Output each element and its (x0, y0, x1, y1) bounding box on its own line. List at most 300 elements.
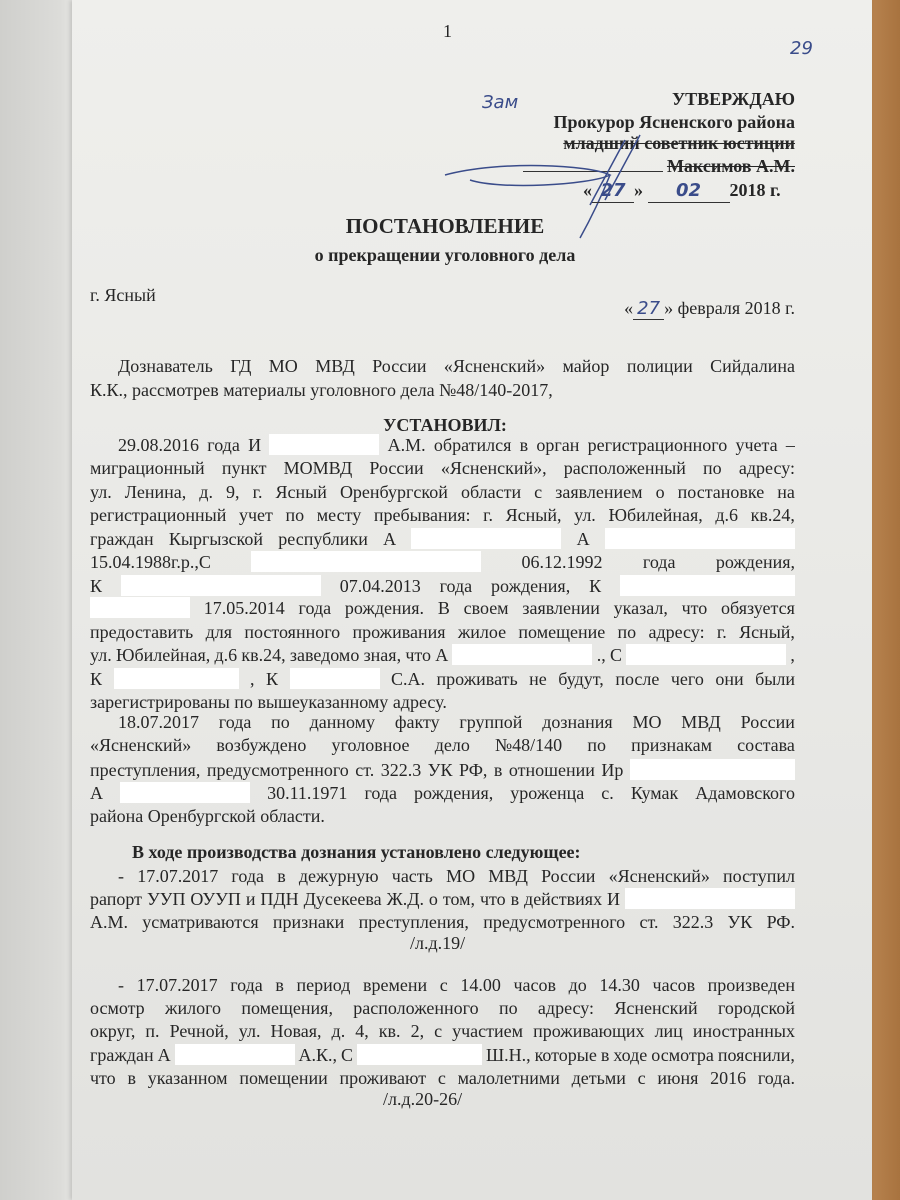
word: месту (316, 505, 362, 525)
word: 07.04.2013 (339, 576, 421, 596)
word: России (541, 866, 596, 886)
word: года (207, 435, 240, 455)
word: года (218, 712, 252, 732)
handwritten-day: 27 (600, 180, 626, 201)
word: расположенный (563, 458, 686, 478)
word: д. (199, 482, 213, 502)
word: РФ. (766, 912, 795, 932)
word: что (681, 598, 708, 618)
word: 322.3 (380, 760, 422, 780)
word: зарегистрированы (90, 692, 235, 712)
word: ул. (574, 505, 596, 525)
place: г. Ясный (90, 285, 156, 305)
text-line (90, 575, 795, 597)
word: 06.12.1992 (521, 552, 603, 572)
word: п. (145, 1021, 160, 1041)
word: д.6 (715, 505, 739, 525)
word: орган (536, 435, 580, 455)
word: указал, (613, 598, 668, 618)
word: ул. (90, 645, 112, 665)
redaction (452, 644, 592, 665)
word: регистрационного (587, 435, 728, 455)
word: предусмотренного (483, 912, 626, 932)
word: по (617, 622, 637, 642)
redaction (630, 759, 795, 780)
word: по (271, 712, 290, 732)
word: в (277, 866, 286, 886)
inquiry-heading: В ходе производства дознания установлено следующее: (132, 842, 581, 862)
word: А.М. (90, 912, 129, 932)
word: МО (632, 712, 662, 732)
word: МВД (315, 356, 355, 376)
word: ул. (238, 1021, 261, 1041)
word: ст. (639, 912, 659, 932)
word: МО (446, 866, 476, 886)
word: времени (363, 975, 428, 995)
page-number: 1 (443, 21, 452, 41)
word: кв.24, (750, 505, 795, 525)
word: что (405, 645, 431, 665)
word: пояснили, (717, 1045, 795, 1065)
text-line (90, 504, 795, 526)
text-line (90, 379, 795, 401)
redaction (411, 528, 561, 549)
word: 14.00 (460, 975, 501, 995)
word: ходе (613, 1045, 648, 1065)
word: года (298, 598, 332, 618)
word: С (609, 645, 622, 665)
word: К (589, 576, 602, 596)
handwritten-deputy: Зам (482, 92, 519, 113)
word: с (637, 1068, 646, 1088)
word: малолетними (457, 1068, 560, 1088)
word: Ленина, (124, 482, 187, 502)
word: 17.05.2014 (203, 598, 285, 618)
text-line (118, 865, 795, 887)
word: указанном (147, 1068, 228, 1088)
word: А (90, 783, 103, 803)
word: с (437, 1068, 446, 1088)
word: детьми (571, 1068, 626, 1088)
word: дела (400, 380, 440, 400)
word: адресу: (537, 998, 595, 1018)
word: на (777, 482, 795, 502)
word: республики (278, 529, 368, 549)
word: преступления, (90, 760, 201, 780)
word: Юбилейная, (115, 645, 211, 665)
word: поступил (723, 866, 795, 886)
word: д.6 (214, 645, 238, 665)
quote-open: « (624, 298, 634, 318)
word: 17.07.2017 (136, 975, 218, 995)
word: г. (716, 622, 727, 642)
word: вышеуказанному (257, 692, 393, 712)
word: УУП (146, 889, 186, 909)
word: в (519, 435, 529, 455)
word: ., (596, 645, 606, 665)
word: майор (562, 356, 610, 376)
word: и (245, 889, 256, 909)
text-line (90, 551, 795, 573)
text-line (90, 597, 795, 619)
text-line (90, 1044, 795, 1066)
date-rest: » февраля 2018 г. (664, 298, 795, 318)
redaction (605, 528, 795, 549)
word: отношении (508, 760, 595, 780)
word: «Ясненский» (90, 735, 192, 755)
word: рождения, (491, 576, 571, 596)
redaction (357, 1044, 482, 1065)
word: рождения, (715, 552, 795, 572)
word: проживать (436, 669, 518, 689)
word: проживания (352, 622, 446, 642)
word: признаки (272, 912, 345, 932)
word: 2016 (710, 1068, 747, 1088)
word: Юбилейная, (608, 505, 703, 525)
word: России (740, 712, 795, 732)
word: рождения. (344, 598, 425, 618)
text-line (90, 528, 795, 550)
word: миграционный (90, 458, 205, 478)
word: - (118, 975, 124, 995)
word: чего (670, 669, 704, 689)
word: адресу. (392, 692, 447, 712)
document-date (624, 297, 795, 320)
word: УК (427, 760, 453, 780)
word: 29.08.2016 (118, 435, 199, 455)
word: К (90, 669, 103, 689)
text-line (90, 457, 795, 479)
word: по (703, 458, 722, 478)
word: Ж.Д. (386, 889, 424, 909)
word: А (435, 645, 449, 665)
handwritten-date-day: 27 (633, 298, 664, 320)
word: возбуждено (216, 735, 307, 755)
word: Новая, (270, 1021, 322, 1041)
word: А (576, 529, 590, 549)
word: ул. (90, 482, 112, 502)
word: К.К., (90, 380, 133, 400)
word: которые (534, 1045, 597, 1065)
word: пребывания: (373, 505, 471, 525)
word: 30.11.1971 (267, 783, 348, 803)
word: заявлением (555, 482, 643, 502)
redaction (251, 551, 481, 572)
word: предоставить (90, 622, 194, 642)
word: учет (238, 505, 273, 525)
word: ОУУП (190, 889, 241, 909)
word: жилого (165, 998, 222, 1018)
word: ПДН (260, 889, 299, 909)
text-line (118, 711, 795, 733)
approval-rank: младший советник юстиции (563, 133, 795, 153)
text-line (90, 888, 795, 910)
word: помещения, (241, 998, 333, 1018)
word: участием (452, 1021, 524, 1041)
word: года (364, 783, 398, 803)
word: МО (268, 356, 298, 376)
word: УК (727, 912, 753, 932)
word: с (434, 1021, 443, 1041)
word: учета (735, 435, 778, 455)
word: д. (331, 1021, 346, 1041)
word: по (234, 692, 258, 712)
redaction (269, 434, 379, 455)
word: уроженца (510, 783, 585, 803)
redaction (620, 575, 795, 596)
word: – (785, 435, 795, 455)
word: будут, (558, 669, 604, 689)
word: дознания (542, 712, 613, 732)
word: ГД (230, 356, 252, 376)
word: июня (657, 1068, 699, 1088)
word: с. (601, 783, 614, 803)
word: своем (463, 598, 509, 618)
word: постановке (677, 482, 765, 502)
word: преступления, (358, 912, 469, 932)
word: Оренбургской (339, 482, 448, 502)
word: России (372, 356, 427, 376)
word: в (275, 975, 284, 995)
word: по (285, 505, 305, 525)
text-line (90, 1067, 795, 1089)
word: рапорт (90, 889, 143, 909)
word: дело (434, 735, 470, 755)
word: , (790, 645, 795, 665)
word: 15.04.1988г.р.,С (90, 552, 211, 572)
word: постоянного (244, 622, 341, 642)
word: для (205, 622, 232, 642)
word: Ир (601, 760, 624, 780)
word: ст. (355, 760, 375, 780)
word: расположенного (353, 998, 479, 1018)
word: помещение (518, 622, 606, 642)
word: иностранных (692, 1021, 795, 1041)
word: осмотр (90, 998, 145, 1018)
word: С.А. (391, 669, 426, 689)
approval-position: Прокурор Ясненского района (553, 112, 795, 132)
approval-year: 2018 г. (729, 180, 781, 200)
word: что (90, 1068, 116, 1088)
word: произведен (707, 975, 795, 995)
word: №48/140-2017, (439, 380, 553, 400)
word: области (460, 482, 522, 502)
word: К (266, 669, 279, 689)
text-line (90, 668, 795, 690)
word: не (529, 669, 547, 689)
word: граждан (90, 529, 154, 549)
word: кв.24, (241, 645, 286, 665)
document-title: ПОСТАНОВЛЕНИЕ (345, 214, 545, 238)
redaction (175, 1044, 295, 1065)
word: после (615, 669, 660, 689)
word: Ясный, (505, 505, 562, 525)
text-line (90, 911, 795, 933)
redaction (290, 668, 380, 689)
quote-close: » (634, 180, 643, 200)
word: 2, (410, 1021, 425, 1041)
word: области. (260, 806, 325, 826)
word: материалы (223, 380, 311, 400)
word: Сийдалина (710, 356, 795, 376)
word: К (90, 576, 103, 596)
word: округ, (90, 1021, 136, 1041)
word: дежурную (298, 866, 379, 886)
word: были (755, 669, 795, 689)
text-line (90, 805, 795, 827)
redaction (626, 644, 786, 665)
word: №48/140 (495, 735, 563, 755)
redaction (90, 597, 190, 618)
text-line (90, 782, 795, 804)
word: состава (737, 735, 795, 755)
word: С (340, 1045, 353, 1065)
word: «Ясненский» (608, 866, 710, 886)
word: граждан (90, 1045, 154, 1065)
word: по (587, 735, 606, 755)
case-ref-2: /л.д.20-26/ (383, 1089, 463, 1109)
word: года (230, 975, 263, 995)
text-line (90, 691, 795, 713)
word: помещении (239, 1068, 328, 1088)
word: МВД (488, 866, 528, 886)
word: Адамовского (695, 783, 795, 803)
word: Оренбургской (147, 806, 261, 826)
word: Кыргызской (168, 529, 264, 549)
word: осмотра (651, 1045, 714, 1065)
word: А.К., (298, 1045, 338, 1065)
word: усматриваются (142, 912, 259, 932)
word: года (439, 576, 473, 596)
word: 17.07.2017 (137, 866, 219, 886)
text-line (90, 644, 795, 666)
word: «Ясненский», (440, 458, 547, 478)
word: Дознаватель (118, 356, 213, 376)
handwritten-month: 02 (675, 180, 702, 201)
word: в (510, 889, 520, 909)
word: с (439, 975, 448, 995)
word: года (642, 552, 676, 572)
text-line (90, 1020, 795, 1042)
word: заведомо (289, 645, 360, 665)
word: с (534, 482, 543, 502)
text-line (118, 974, 795, 996)
word: «Ясненский» (443, 356, 546, 376)
word: 4, (355, 1021, 369, 1041)
word: лиц (654, 1021, 683, 1041)
text-line (90, 481, 795, 503)
word: адресу: (738, 458, 795, 478)
redaction (114, 668, 239, 689)
word: года. (757, 1068, 795, 1088)
word: о (428, 889, 438, 909)
word: МВД (681, 712, 721, 732)
word: кв. (378, 1021, 401, 1041)
word: А (157, 1045, 171, 1065)
word: 322.3 (672, 912, 714, 932)
text-line (118, 434, 795, 456)
word: часов (513, 975, 557, 995)
word: г. (483, 505, 493, 525)
word: Кумак (630, 783, 679, 803)
word: 18.07.2017 (118, 712, 199, 732)
redaction (121, 575, 321, 596)
text-line (90, 734, 795, 756)
word: уголовного (310, 380, 401, 400)
text-line (118, 355, 795, 377)
word: пункт (221, 458, 267, 478)
word: в (600, 1045, 610, 1065)
word: признакам (631, 735, 712, 755)
word: Ясный (275, 482, 327, 502)
redaction (625, 888, 795, 909)
word: заявлении (522, 598, 600, 618)
word: данному (309, 712, 376, 732)
document-subtitle: о прекращении уголовного дела (314, 245, 576, 265)
word: проживающих (533, 1021, 645, 1041)
approval-name: Максимов А.М. (666, 156, 795, 176)
word: полиции (626, 356, 693, 376)
text-line (90, 759, 795, 781)
word: в (493, 760, 503, 780)
word: до (568, 975, 587, 995)
word: России (369, 458, 424, 478)
word: действиях (524, 889, 603, 909)
word: А.М. (387, 435, 426, 455)
word: - (118, 866, 124, 886)
word: РФ, (459, 760, 488, 780)
word: о (655, 482, 665, 502)
word: период (296, 975, 351, 995)
word: что (479, 889, 506, 909)
quote-open: « (583, 180, 592, 200)
word: МОМВД (283, 458, 353, 478)
word: рассмотрев (132, 380, 224, 400)
word: уголовное (331, 735, 410, 755)
word: А (383, 529, 397, 549)
word: 14.30 (599, 975, 640, 995)
word: по (498, 998, 518, 1018)
word: факту (394, 712, 440, 732)
approval-date (583, 179, 781, 203)
word: городской (717, 998, 795, 1018)
word: группой (459, 712, 523, 732)
word: жилое (457, 622, 507, 642)
word: И (248, 435, 262, 455)
word: часть (391, 866, 433, 886)
word: И (607, 889, 621, 909)
word: , (250, 669, 255, 689)
approval-title: УТВЕРЖДАЮ (671, 89, 795, 109)
text-line (90, 997, 795, 1019)
handwritten-sheet-number: 29 (790, 38, 813, 59)
word: в (127, 1068, 136, 1088)
word: В (437, 598, 450, 618)
word: проживают (339, 1068, 427, 1088)
established-heading: УСТАНОВИЛ: (383, 415, 507, 435)
word: года (231, 866, 264, 886)
word: района (90, 806, 148, 826)
word: г. (252, 482, 263, 502)
word: Ш.Н., (485, 1045, 531, 1065)
word: Ясненский (614, 998, 698, 1018)
word: Дусекеева (303, 889, 382, 909)
word: обязуется (721, 598, 795, 618)
word: регистрационный (90, 505, 227, 525)
word: зная, (363, 645, 402, 665)
word: часов (652, 975, 696, 995)
word: обратился (433, 435, 512, 455)
